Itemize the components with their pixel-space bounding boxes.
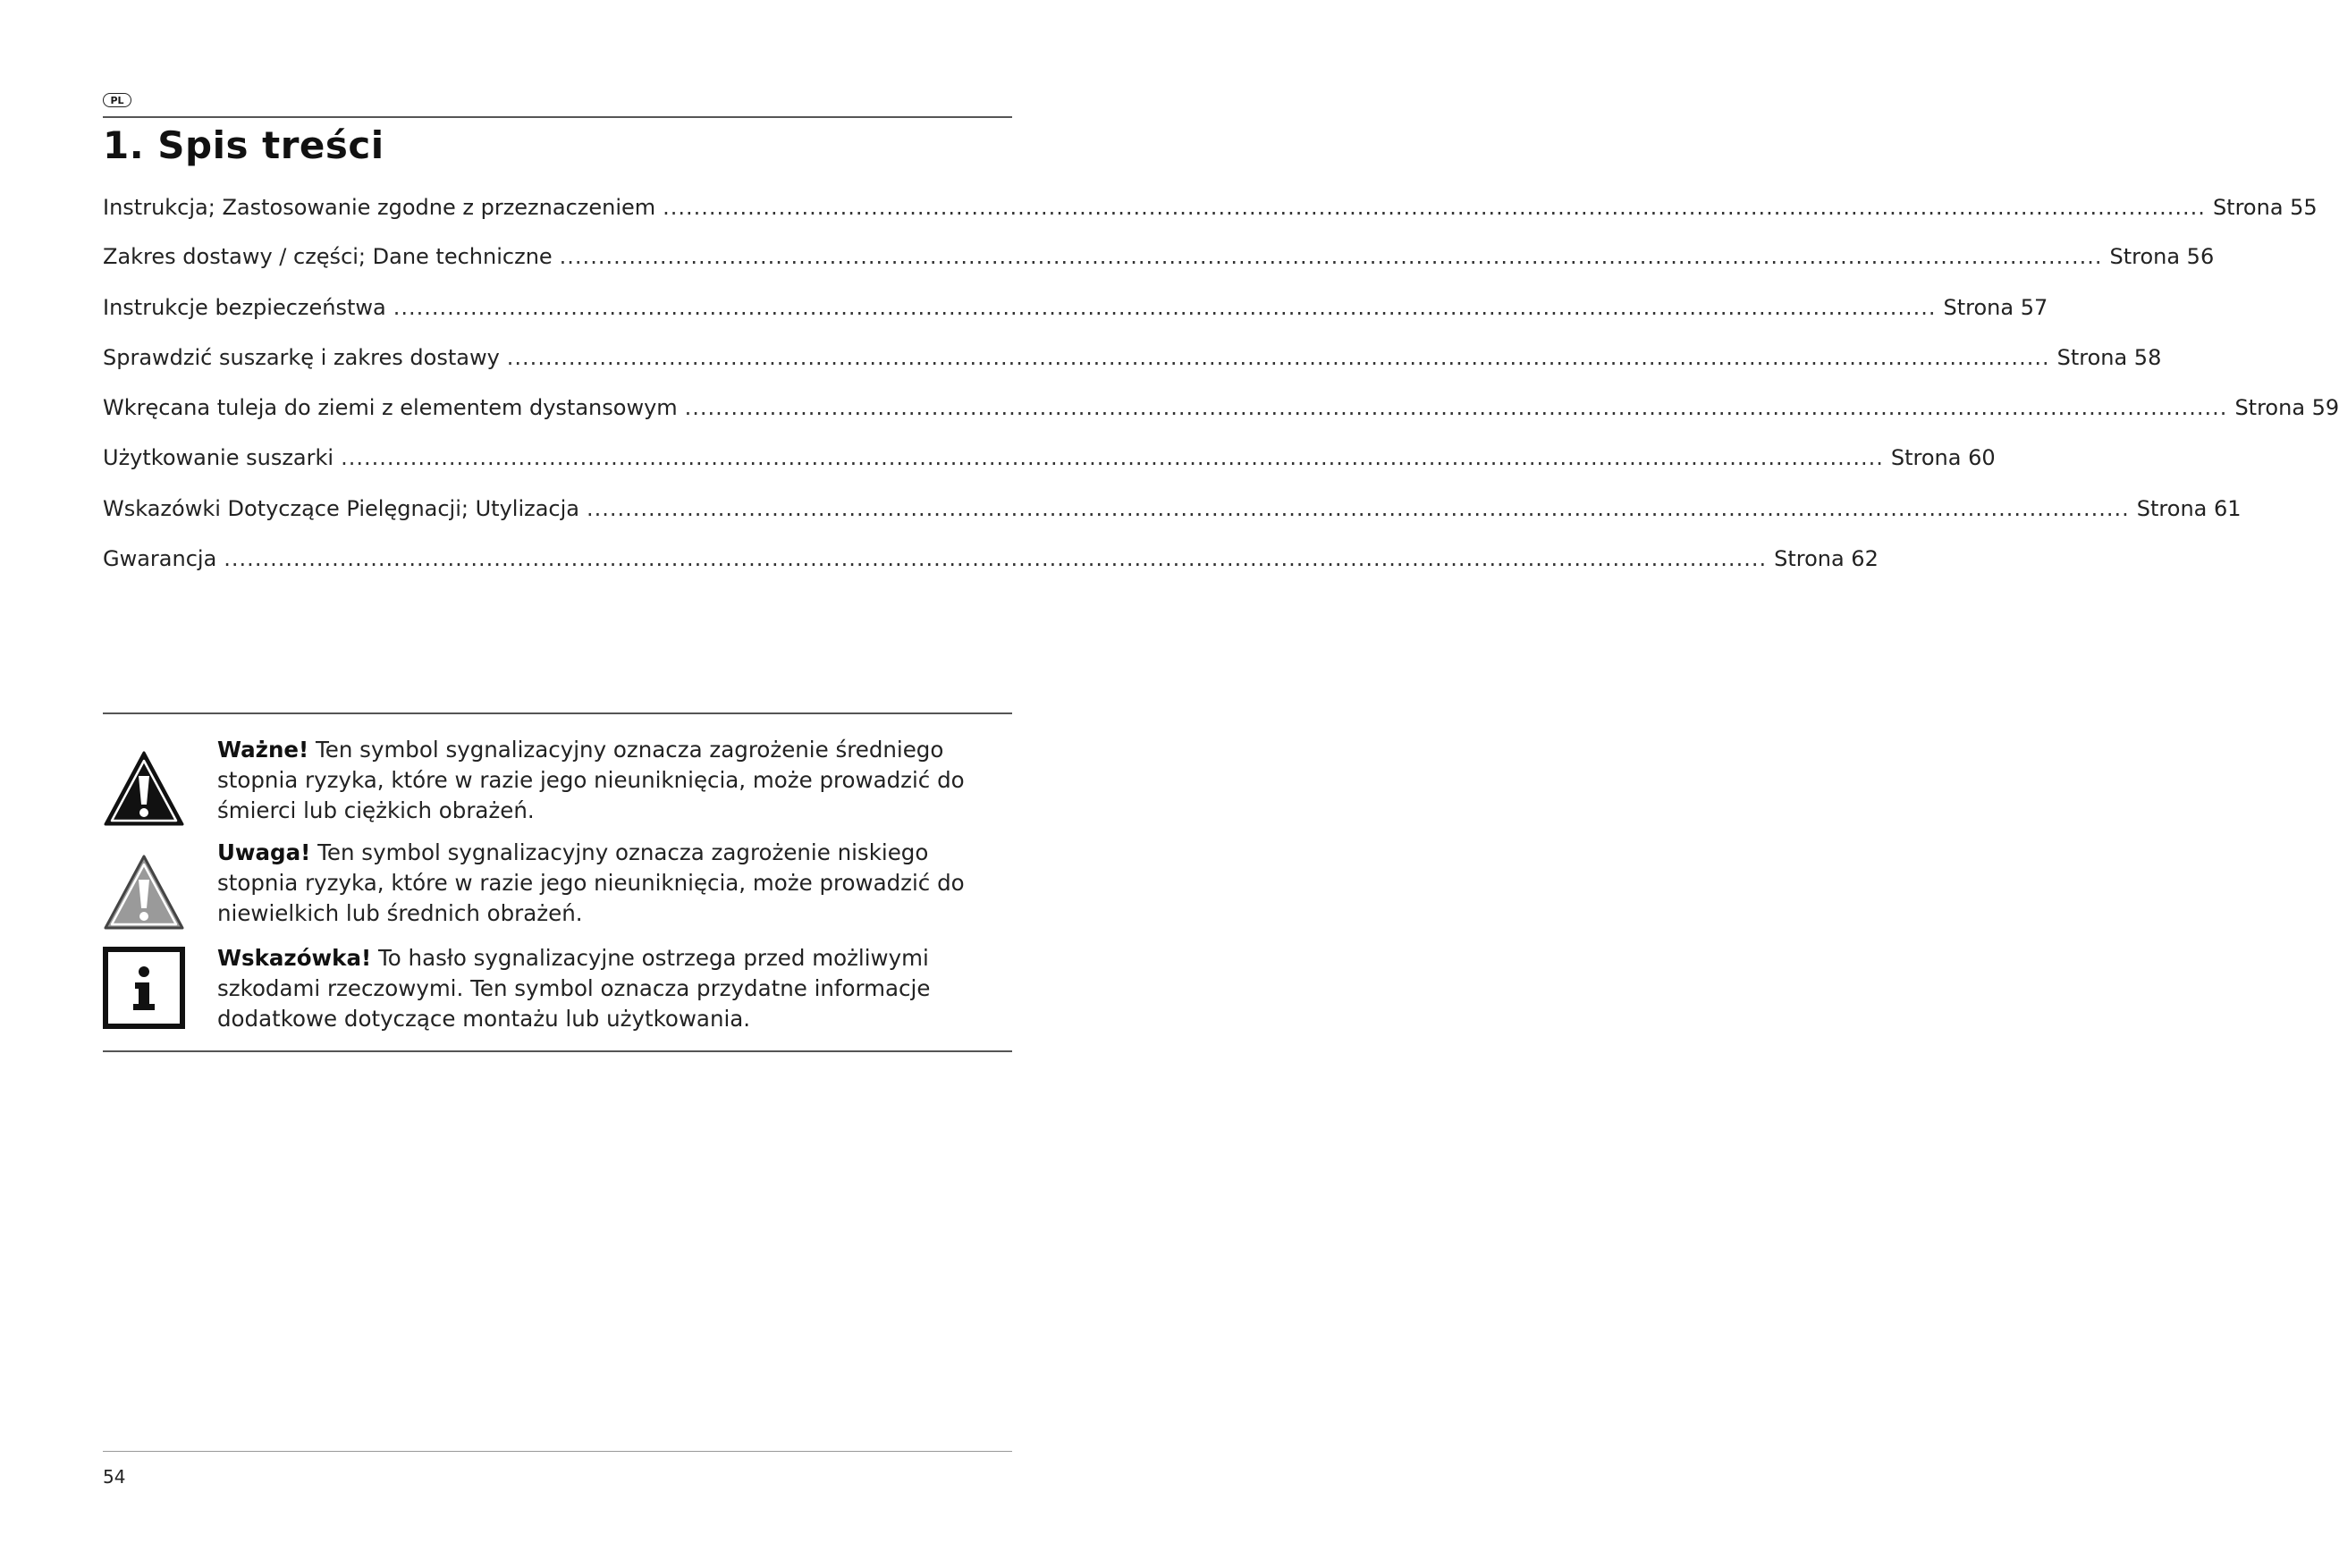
toc-leader-dots: ........................................................................................................................................................................................................ (559, 244, 2103, 269)
toc-entry-label: Wkręcana tuleja do ziemi z elementem dystansowym (103, 395, 678, 420)
toc-entry-page: Strona 62 (1774, 546, 1879, 571)
notice-text (217, 943, 1004, 1034)
toc-entry-label: Instrukcja; Zastosowanie zgodne z przeznaczeniem (103, 195, 656, 220)
notice-top-rule (103, 712, 1012, 714)
toc-entry[interactable] (103, 345, 2162, 375)
notice-description: Ten symbol sygnalizacyjny oznacza zagrożenie niskiego stopnia ryzyka, które w razie jego nieuniknięcia, może prowadzić do niewielkich lub średnich obrażeń. (217, 839, 965, 926)
toc-entry-page: Strona 58 (2056, 345, 2162, 370)
toc-leader-dots: ........................................................................................................................................................................................................ (393, 295, 1937, 320)
header-rule (103, 116, 1012, 118)
notice-hint (103, 943, 1012, 1043)
footer-rule (103, 1451, 1012, 1452)
notice-caution (103, 838, 1012, 931)
notice-description: To hasło sygnalizacyjne ostrzega przed możliwymi szkodami rzeczowymi. Ten symbol oznacza przydatne informacje dodatkowe dotyczące montażu lub użytkowania. (217, 945, 931, 1032)
info-box-icon (103, 947, 185, 1029)
toc-leader-dots: ........................................................................................................................................................................................................ (341, 445, 1884, 470)
notice-bottom-rule (103, 1050, 1012, 1052)
toc-leader-dots: ........................................................................................................................................................................................................ (663, 195, 2206, 220)
toc-entry-page: Strona 61 (2136, 496, 2242, 521)
language-badge: PL (103, 93, 131, 107)
toc-entry-label: Wskazówki Dotyczące Pielęgnacji; Utylizacja (103, 496, 579, 521)
notice-text (217, 735, 1004, 826)
toc-entry-page: Strona 56 (2109, 244, 2215, 269)
toc-entry-label: Zakres dostawy / części; Dane techniczne (103, 244, 553, 269)
toc-entry[interactable] (103, 445, 1996, 476)
toc-leader-dots: ........................................................................................................................................................................................................ (684, 395, 2228, 420)
toc-entry[interactable] (103, 546, 1879, 577)
toc-entry[interactable] (103, 244, 2215, 274)
toc-entry-page: Strona 60 (1890, 445, 1996, 470)
toc-entry-label: Użytkowanie suszarki (103, 445, 334, 470)
page-number: 54 (103, 1466, 126, 1488)
toc-leader-dots: ........................................................................................................................................................................................................ (506, 345, 2050, 370)
toc-entry[interactable] (103, 395, 2339, 426)
toc-leader-dots: ........................................................................................................................................................................................................ (224, 546, 1768, 571)
notice-text (217, 838, 1004, 929)
toc-entry-label: Sprawdzić suszarkę i zakres dostawy (103, 345, 500, 370)
notice-keyword: Ważne! (217, 737, 309, 763)
warning-triangle-grey-icon (103, 853, 185, 935)
page-title: 1. Spis treści (103, 123, 384, 167)
warning-triangle-black-icon (103, 749, 185, 831)
notice-keyword: Uwaga! (217, 839, 311, 865)
toc-entry-page: Strona 59 (2234, 395, 2339, 420)
notice-keyword: Wskazówka! (217, 945, 372, 971)
toc-entry-label: Instrukcje bezpieczeństwa (103, 295, 386, 320)
toc-entry[interactable] (103, 195, 2318, 225)
notice-important (103, 735, 1012, 828)
toc-entry-page: Strona 57 (1943, 295, 2048, 320)
toc-leader-dots: ........................................................................................................................................................................................................ (587, 496, 2130, 521)
toc-entry-page: Strona 55 (2212, 195, 2318, 220)
toc-entry-label: Gwarancja (103, 546, 217, 571)
toc-entry[interactable] (103, 295, 2048, 325)
toc-entry[interactable] (103, 496, 2242, 527)
notice-description: Ten symbol sygnalizacyjny oznacza zagrożenie średniego stopnia ryzyka, które w razie jego nieuniknięcia, może prowadzić do śmierci lub ciężkich obrażeń. (217, 737, 965, 823)
